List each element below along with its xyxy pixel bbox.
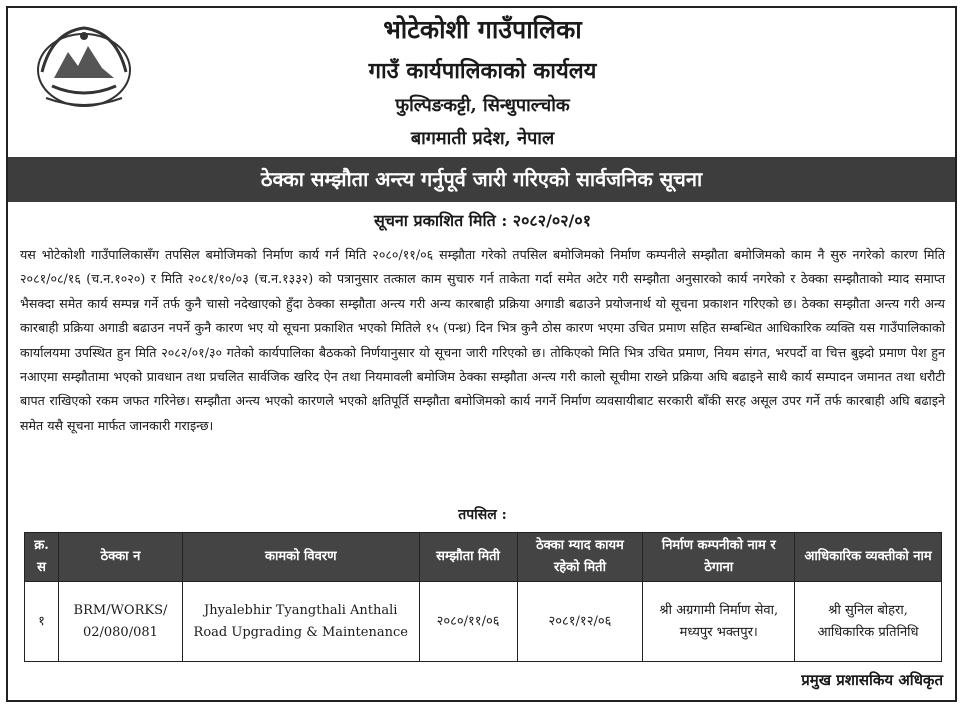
header-agreement-date: सम्झौता मिती — [419, 533, 517, 582]
header-work-description: कामको विवरण — [182, 533, 419, 582]
notice-title-banner: ठेक्का सम्झौता अन्त्य गर्नुपूर्व जारी गरिएको सार्वजनिक सूचना — [8, 157, 955, 202]
header-sn: क्र. स — [25, 533, 59, 582]
header-authorized-person: आधिकारिक व्यक्तीको नाम — [795, 533, 942, 582]
notice-body: यस भोटेकोशी गाउँपालिकासँग तपसिल बमोजिमको निर्माण कार्य गर्न मिति २०८०/११/०६ सम्झौता गरेको तपसिल बमोजिमको निर्माण कम्पनीले सम्झौता बमोजिमको काम नै सुरु नगरेको कारण मिति २०८१/०८/१६ (च.न.१०२०) र मिति २०८१/१०/०३ (च.न.१३३२) को पत्रानुसार तत्काल काम सुचारु गर्न ताकेता गर्दा समेत अटेर गरी सम्झौता अनुसारको कार्य नगरेको र ठेक्का सम्झौताको म्याद समाप्त भैसक्दा समेत कार्य सम्पन्न गर्ने तर्फ कुनै चासो नदेखाएको हुँदा ठेक्का सम्झौता अन्त्य गरी अन्य कारबाही प्रक्रिया अगाडी बढाउने प्रयोजनार्थ यो सूचना प्रकाशन गरिएको छ। ठेक्का सम्झौता अन्त्य गरी अन्य कारबाही प्रक्रिया अगाडी बढाउन नपर्ने कुनै कारण भए यो सूचना प्रकाशित भएको मितिले १५ (पन्ध्र) दिन भित्र कुनै ठोस कारण भएमा उचित प्रमाण सहित सम्बन्धित आधिकारिक व्यक्ति यस गाउँपालिकाको कार्यालयमा उपस्थित हुन मिति २०८२/०१/३० गतेको कार्यपालिका बैठकको निर्णयानुसार यो सूचना जारी गरिएको छ। तोकिएको मिति भित्र उचित प्रमाण, नियम संगत, भरपर्दो वा चित्त बुझ्दो प्रमाण पेश हुन नआएमा सम्झौतामा भएको प्रावधान तथा प्रचलित सार्वजिक खरिद ऐन तथा नियमावली बमोजिम ठेक्का सम्झौता अन्त्य गरी कालो सूचीमा राख्ने प्रक्रिया अघि बढाइने साथै कार्य सम्पादन जमानत तथा धरौटी बापत राखिएको रकम जफत गरिनेछ। सम्झौता अन्त्य भएको कारणले भएको क्षतिपूर्ति सम्झौता बमोजिमको कार्य नगर्ने निर्माण व्यवसायीबाट सरकारी बाँकी सरह असूल उपर गर्ने तर्फ कारबाही अघि बढाइने समेत यसै सूचना मार्फत जानकारी गराइन्छ। — [20, 247, 945, 433]
cell-authorized-person: श्री सुनिल बोहरा, आधिकारिक प्रतिनिधि — [795, 582, 942, 662]
cell-agreement-date: २०८०/११/०६ — [419, 582, 517, 662]
table-row — [25, 582, 942, 662]
cell-contract-expiry: २०८१/१२/०६ — [517, 582, 643, 662]
table-title: तपसिल : — [458, 507, 507, 523]
contract-details-table — [24, 532, 942, 662]
table-header-row — [25, 533, 942, 582]
cell-sn: १ — [25, 582, 59, 662]
cell-contract-no: BRM/WORKS/ 02/080/081 — [58, 582, 182, 662]
office-location: फुल्पिङकट्टी, सिन्धुपाल्चोक — [395, 95, 570, 116]
office-name: गाउँ कार्यपालिकाको कार्यलय — [368, 58, 597, 84]
publish-date: सूचना प्रकाशित मिति : २०८२/०२/०१ — [373, 211, 592, 230]
header-contract-no: ठेक्का न — [58, 533, 182, 582]
header-contract-expiry: ठेक्का म्याद कायम रहेको मिती — [517, 533, 643, 582]
signatory-title: प्रमुख प्रशासकिय अधिकृत — [801, 671, 943, 689]
cell-company: श्री अग्रगामी निर्माण सेवा, मध्यपुर भक्तपुर। — [643, 582, 795, 662]
cell-work-description: Jhyalebhir Tyangthali Anthali Road Upgrading & Maintenance — [182, 582, 419, 662]
header-company: निर्माण कम्पनीको नाम र ठेगाना — [643, 533, 795, 582]
municipality-title: भोटेकोशी गाउँपालिका — [383, 15, 582, 44]
province-name: बागमाती प्रदेश, नेपाल — [410, 128, 555, 149]
